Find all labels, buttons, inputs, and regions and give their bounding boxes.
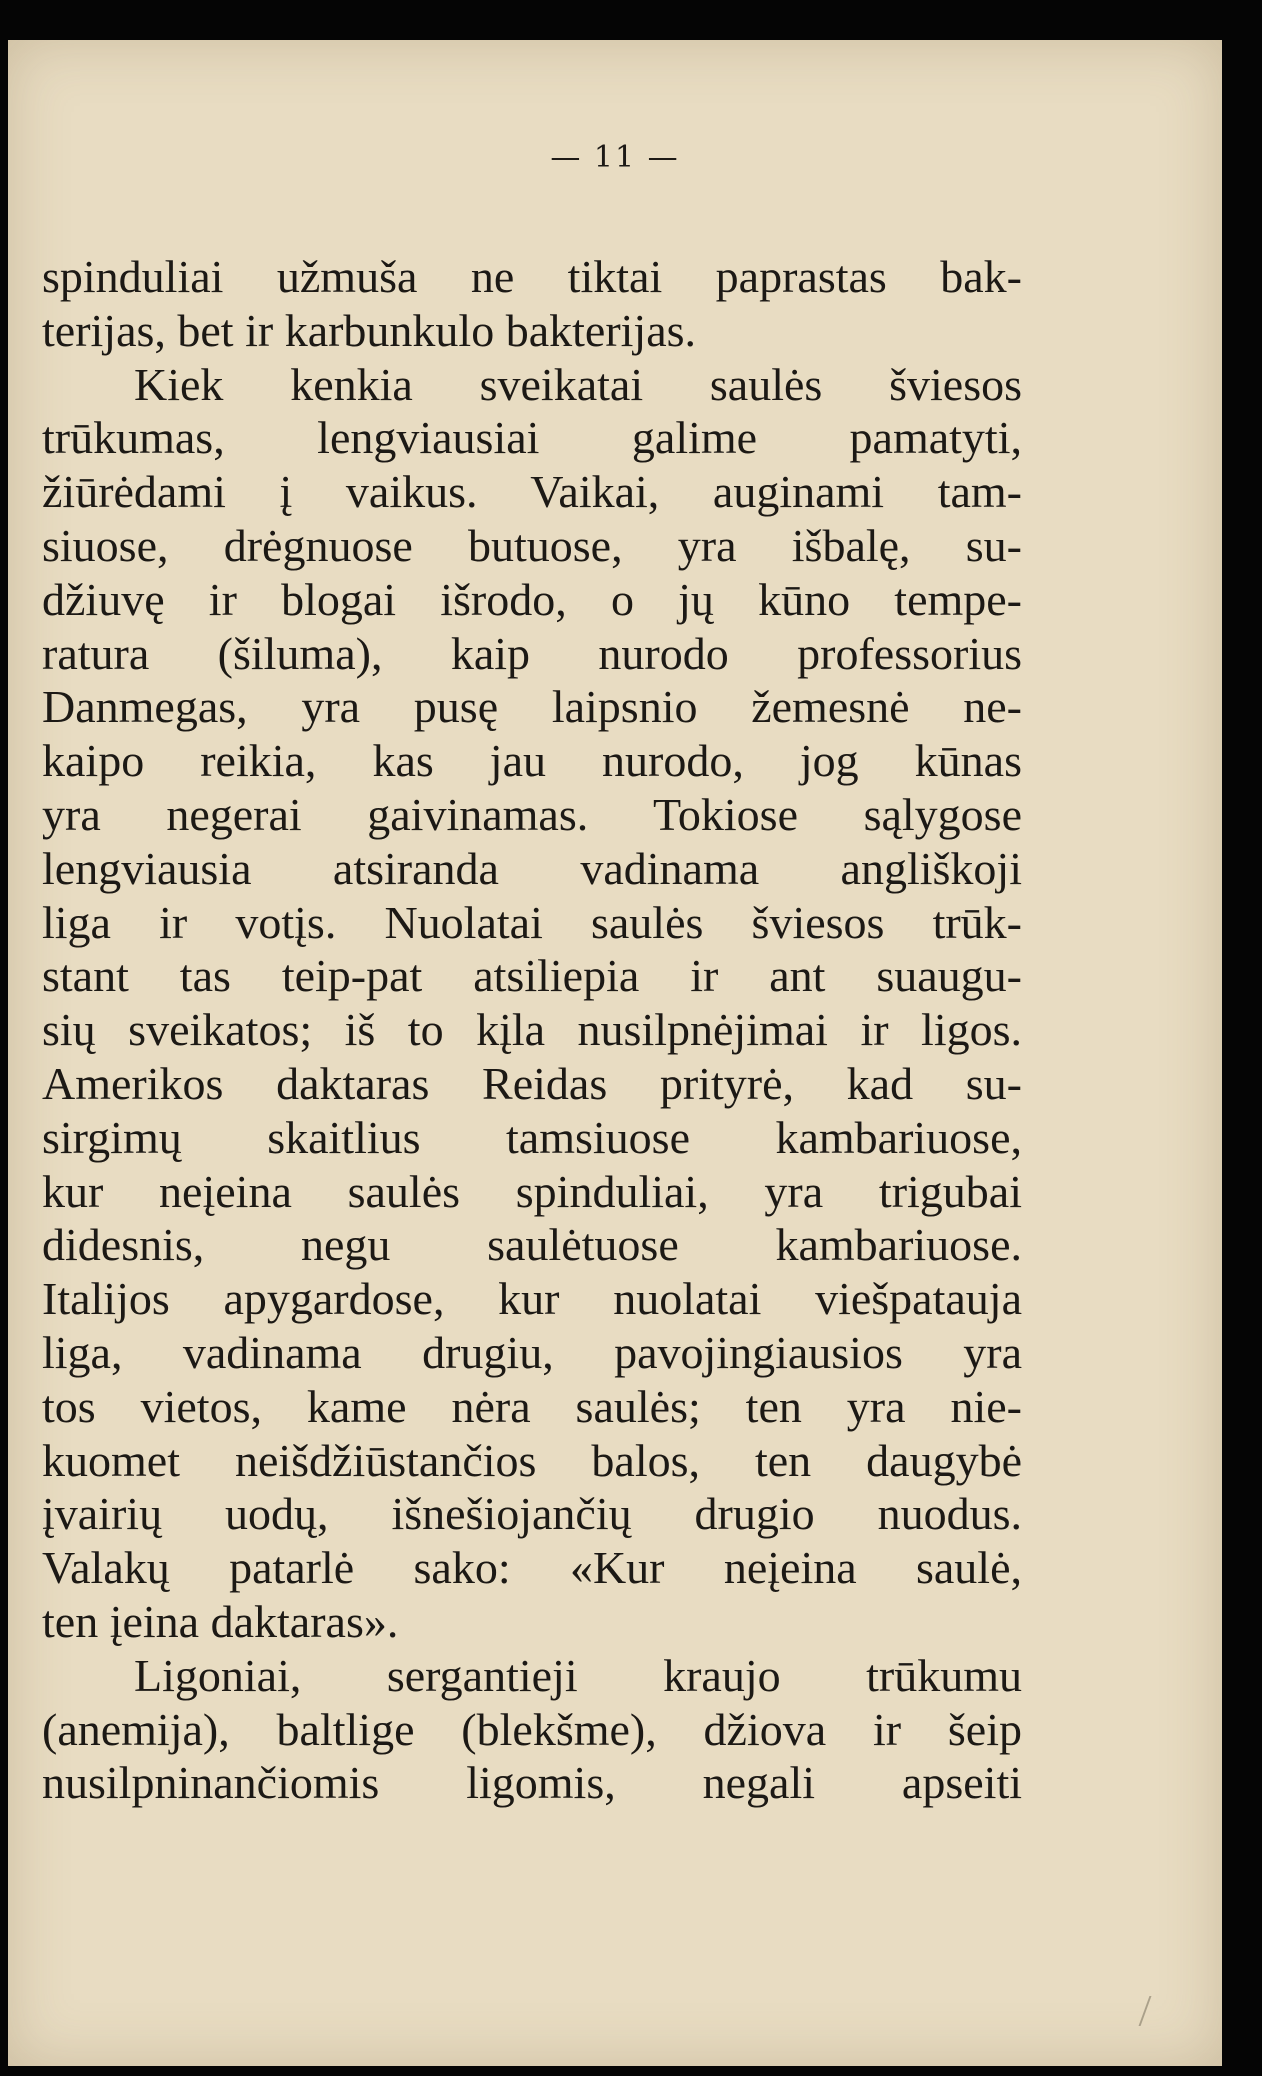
text-line: liga ir votįs. Nuolatai saulės šviesos trūk-	[42, 896, 1022, 948]
text-line: trūkumas, lengviausiai galime pamatyti,	[42, 412, 1022, 464]
text-line: Valakų patarlė sako: «Kur neįeina saulė,	[42, 1542, 1022, 1594]
body-text	[42, 250, 1022, 1810]
text-line: didesnis, negu saulėtuose kambariuose.	[42, 1219, 1022, 1271]
text-line: lengviausia atsiranda vadinama angliškoji	[42, 842, 1022, 894]
text-line: džiuvę ir blogai išrodo, o jų kūno tempe-	[42, 573, 1022, 625]
text-line: stant tas teip-pat atsiliepia ir ant suaugu-	[42, 950, 1022, 1002]
page-number: — 11 —	[550, 140, 680, 175]
text-line: tos vietos, kame nėra saulės; ten yra nie-	[42, 1380, 1022, 1432]
text-line: liga, vadinama drugiu, pavojingiausios yra	[42, 1326, 1022, 1378]
text-line: ratura (šiluma), kaip nurodo professorius	[42, 627, 1022, 679]
text-line: Kiek kenkia sveikatai saulės šviesos	[134, 358, 1022, 410]
text-line: kaipo reikia, kas jau nurodo, jog kūnas	[42, 735, 1022, 787]
scan-mark-decoration	[1139, 1996, 1192, 2026]
text-line: sirgimų skaitlius tamsiuose kambariuose,	[42, 1111, 1022, 1163]
book-page	[8, 40, 1222, 2066]
text-line: ten įeina daktaras».	[42, 1595, 399, 1647]
text-line: Amerikos daktaras Reidas prityrė, kad su-	[42, 1057, 1022, 1109]
text-line: Ligoniai, sergantieji kraujo trūkumu	[134, 1649, 1022, 1701]
text-line: siuose, drėgnuose butuose, yra išbalę, su-	[42, 519, 1022, 571]
text-line: žiūrėdami į vaikus. Vaikai, auginami tam-	[42, 466, 1022, 518]
text-line: nusilpninančiomis ligomis, negali apseiti	[42, 1757, 1022, 1809]
text-line: sių sveikatos; iš to kįla nusilpnėjimai ir ligos.	[42, 1004, 1022, 1056]
text-line: kur neįeina saulės spinduliai, yra trigubai	[42, 1165, 1022, 1217]
text-line: spinduliai užmuša ne tiktai paprastas bak-	[42, 251, 1022, 302]
text-line: kuomet neišdžiūstančios balos, ten daugybė	[42, 1434, 1022, 1486]
text-line: Danmegas, yra pusę laipsnio žemesnė ne-	[42, 681, 1022, 733]
text-line: Italijos apygardose, kur nuolatai viešpatauja	[42, 1273, 1022, 1325]
text-line: (anemija), baltlige (blekšme), džiova ir šeip	[42, 1703, 1022, 1755]
text-line: terijas, bet ir karbunkulo bakterijas.	[42, 304, 697, 356]
text-line: yra negerai gaivinamas. Tokiose sąlygose	[42, 788, 1022, 840]
text-line: įvairių uodų, išnešiojančių drugio nuodus.	[42, 1488, 1022, 1540]
